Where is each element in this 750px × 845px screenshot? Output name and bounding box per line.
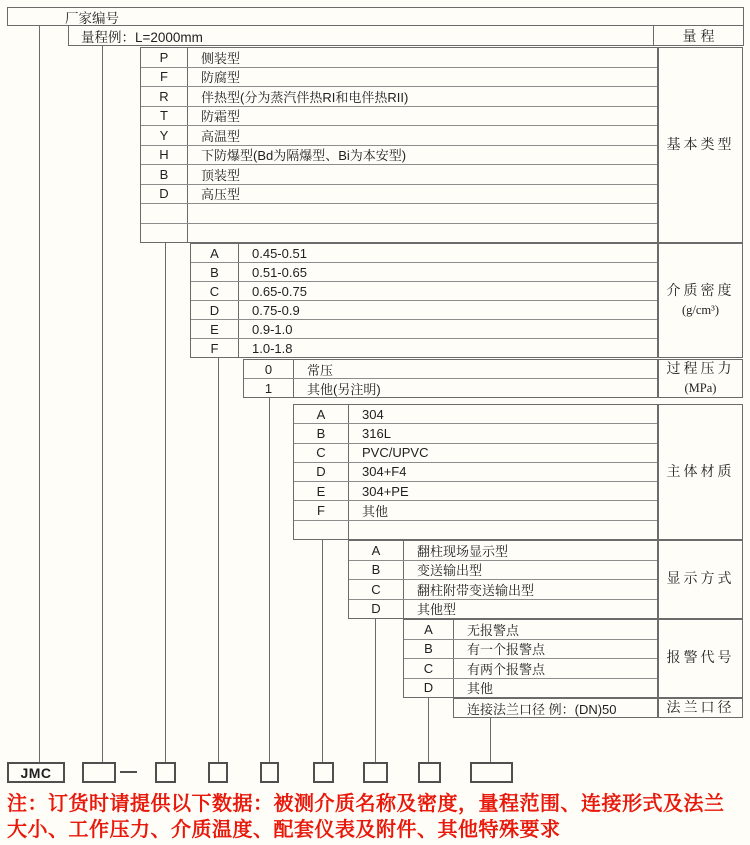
desc-cell: 1.0-1.8 [252, 340, 293, 356]
table-row [404, 639, 657, 659]
connector-line-alarm-code [428, 698, 429, 762]
table-row [404, 658, 657, 678]
table-row [191, 338, 657, 357]
code-cell: A [349, 541, 404, 560]
desc-cell: 变送输出型 [417, 563, 483, 579]
code-cell: C [191, 282, 239, 300]
desc-cell: 其他 [467, 681, 494, 697]
model-prefix-box [7, 762, 65, 783]
process-pressure-code-box [260, 762, 279, 783]
desc-cell: 0.51-0.65 [252, 264, 307, 280]
side-label-alarm-code [658, 619, 743, 698]
connector-line-display-mode [375, 619, 376, 762]
code-cell: A [404, 620, 454, 639]
table-row [349, 541, 657, 560]
side-label-unit: (MPa) [684, 380, 717, 395]
desc-cell [188, 204, 657, 223]
code-cell [141, 204, 188, 223]
flange-size-code-box [470, 762, 513, 783]
connector-line-range [102, 46, 103, 762]
table-row [294, 462, 657, 481]
table-row [294, 423, 657, 442]
table-row [141, 86, 657, 106]
code-cell: D [141, 185, 188, 204]
desc-cell [188, 224, 657, 243]
desc-cell: 304+PE [362, 483, 409, 499]
code-cell: 1 [244, 379, 294, 397]
side-label-text: 显示方式 [666, 572, 735, 587]
block-process-pressure [243, 359, 658, 398]
side-label-process-pressure [658, 359, 743, 398]
table-row [294, 443, 657, 462]
desc-cell: 0.65-0.75 [252, 283, 307, 299]
side-label-text: 介质密度 [666, 283, 735, 299]
desc-cell: 无报警点 [467, 622, 520, 638]
model-prefix-text: JMC [20, 764, 52, 781]
table-row [141, 48, 657, 67]
table-row [244, 360, 657, 378]
block-flange-size [453, 698, 658, 718]
code-cell: C [404, 659, 454, 678]
table-row [294, 405, 657, 423]
code-cell: D [404, 679, 454, 698]
order-note-line1: 注：订货时请提供以下数据：被测介质名称及密度，量程范围、连接形式及法兰 [7, 793, 725, 815]
connector-line-manufacturer [39, 25, 40, 762]
table-row [191, 319, 657, 338]
desc-cell: 翻柱现场显示型 [417, 543, 509, 559]
table-row [191, 244, 657, 262]
side-label-text: 主体材质 [666, 464, 735, 480]
block-body-material [293, 404, 658, 540]
desc-cell: 顶装型 [201, 167, 241, 183]
desc-cell: 常压 [307, 362, 334, 378]
code-cell: T [141, 107, 188, 126]
table-row [244, 378, 657, 397]
code-cell: D [191, 301, 239, 319]
desc-cell: 高压型 [201, 187, 241, 203]
table-row [191, 300, 657, 319]
table-row [191, 281, 657, 300]
manufacturer-code-row [7, 7, 744, 26]
desc-cell [349, 521, 657, 539]
connector-line-body-material [322, 540, 323, 762]
code-cell: B [191, 263, 239, 281]
side-label-display-mode [658, 540, 743, 619]
desc-cell: 其他型 [417, 602, 457, 618]
desc-cell: 伴热型(分为蒸汽伴热RI和电伴热RII) [201, 89, 409, 105]
side-label-text: 法兰口径 [666, 700, 735, 716]
range-code-box [82, 762, 116, 783]
desc-cell: 翻柱附带变送输出型 [417, 582, 535, 598]
table-row [141, 184, 657, 204]
block-alarm-code [403, 619, 658, 698]
connector-line-flange-size [490, 718, 491, 762]
desc-cell: 0.75-0.9 [252, 302, 300, 318]
code-cell: F [191, 339, 239, 357]
table-row [191, 262, 657, 281]
desc-cell: 高温型 [201, 128, 241, 144]
order-note [7, 791, 749, 843]
code-cell: R [141, 87, 188, 106]
code-cell: D [349, 600, 404, 619]
desc-cell: 防腐型 [201, 70, 241, 86]
code-cell: 0 [244, 360, 294, 378]
desc-cell: 有两个报警点 [467, 661, 546, 677]
code-cell [141, 224, 188, 243]
side-label-text: 过程压力 [666, 361, 735, 377]
desc-cell: 316L [362, 425, 391, 441]
table-row [404, 678, 657, 698]
desc-cell: 有一个报警点 [467, 642, 546, 658]
code-cell: P [141, 48, 188, 67]
medium-density-code-box [208, 762, 228, 783]
code-cell: C [349, 580, 404, 599]
code-cell: B [404, 640, 454, 659]
body-material-code-box [313, 762, 334, 783]
code-cell: E [191, 320, 239, 338]
table-row [294, 500, 657, 519]
code-cell: B [349, 561, 404, 580]
desc-cell: 304+F4 [362, 464, 407, 480]
side-label-medium-density [658, 243, 743, 358]
manufacturer-code-label: 厂家编号 [65, 10, 119, 26]
block-display-mode [348, 540, 658, 619]
connector-line-basic-type [165, 243, 166, 762]
connector-line-medium-density [218, 358, 219, 762]
table-row [141, 164, 657, 184]
table-row [294, 481, 657, 500]
code-cell: F [294, 501, 349, 519]
desc-cell: 侧装型 [201, 50, 241, 66]
display-mode-code-box [363, 762, 388, 783]
code-cell: D [294, 463, 349, 481]
code-cell: C [294, 444, 349, 462]
block-medium-density [190, 243, 658, 358]
basic-type-code-box [155, 762, 176, 783]
code-cell [294, 521, 349, 539]
code-cell: B [294, 424, 349, 442]
side-label-basic-type [658, 47, 743, 243]
table-row [349, 599, 657, 619]
desc-cell: 其他 [362, 504, 389, 520]
code-cell: B [141, 165, 188, 184]
table-row [141, 223, 657, 243]
dash-separator [120, 771, 137, 773]
table-row [349, 560, 657, 580]
desc-cell: 下防爆型(Bd为隔爆型、Bi为本安型) [201, 148, 407, 164]
code-cell: E [294, 482, 349, 500]
table-row [141, 125, 657, 145]
code-cell: F [141, 68, 188, 87]
desc-cell: 连接法兰口径 例：(DN)50 [467, 701, 617, 717]
table-row [404, 620, 657, 639]
side-label-text: 报警代号 [666, 651, 735, 666]
code-cell: A [294, 405, 349, 423]
range-row [68, 25, 744, 46]
alarm-code-box [418, 762, 441, 783]
code-cell: H [141, 146, 188, 165]
side-label-range: 量程 [653, 26, 743, 45]
table-row [294, 520, 657, 539]
side-label-unit: (g/cm³) [681, 302, 720, 317]
order-note-line2: 大小、工作压力、介质温度、配套仪表及附件、其他特殊要求 [7, 819, 561, 841]
desc-cell: 304 [362, 406, 384, 422]
desc-cell: 其他(另注明) [307, 381, 381, 397]
desc-cell: PVC/UPVC [362, 445, 429, 461]
table-row [141, 145, 657, 165]
code-cell: A [191, 244, 239, 262]
desc-cell: 防霜型 [201, 109, 241, 125]
side-label-flange-size [658, 698, 743, 718]
block-basic-type [140, 47, 658, 243]
table-row [454, 699, 657, 717]
table-row [141, 203, 657, 223]
connector-line-process-pressure [269, 398, 270, 762]
code-cell: Y [141, 126, 188, 145]
desc-cell: 0.45-0.51 [252, 245, 307, 261]
range-example-text: 量程例：L=2000mm [81, 29, 203, 45]
side-label-body-material [658, 404, 743, 540]
table-row [141, 106, 657, 126]
table-row [349, 579, 657, 599]
side-label-text: 基本类型 [666, 137, 735, 153]
desc-cell: 0.9-1.0 [252, 321, 293, 337]
table-row [141, 67, 657, 87]
